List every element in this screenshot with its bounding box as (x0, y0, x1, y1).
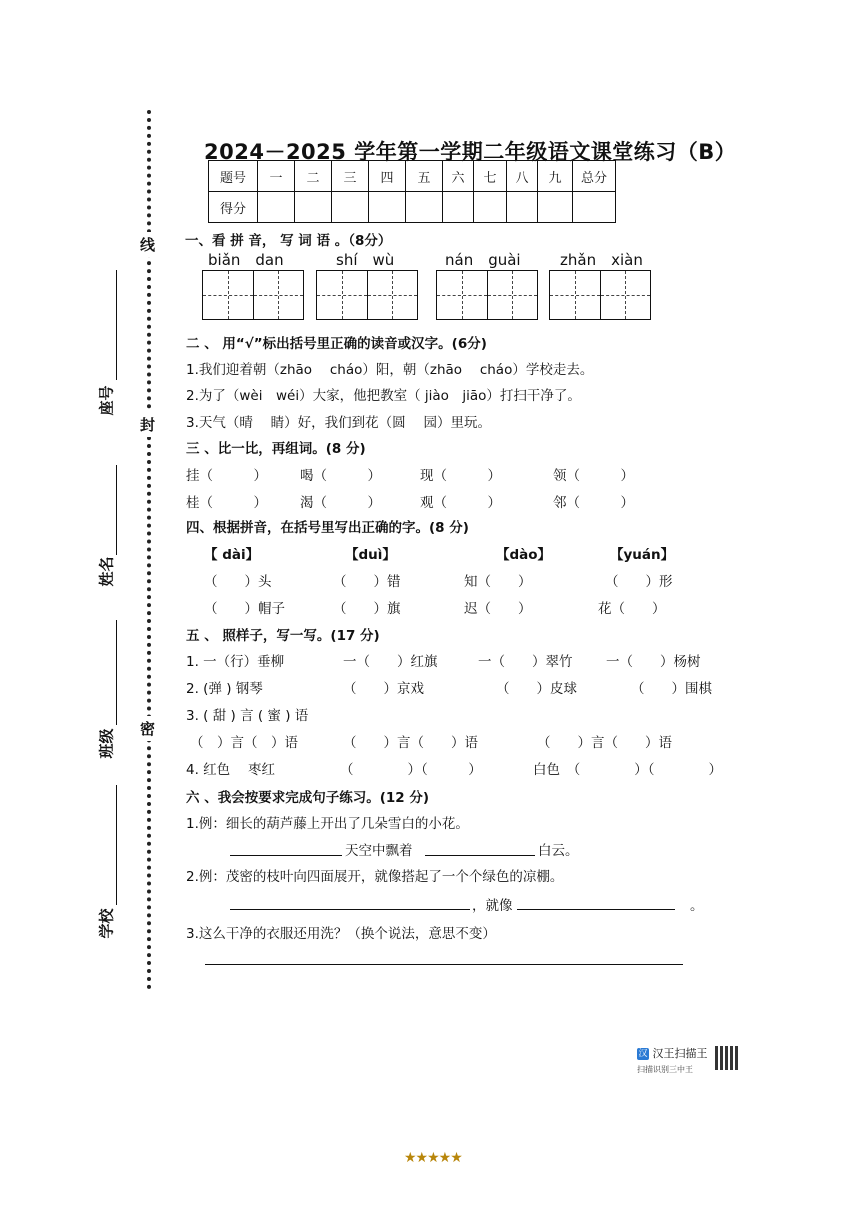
score-cell[interactable] (332, 192, 369, 223)
answer-line[interactable] (230, 855, 342, 856)
verb-item: （ ）京戏 (343, 681, 424, 697)
idiom-item: （ ）言（ ）语 (190, 735, 298, 751)
score-cell[interactable] (406, 192, 443, 223)
score-table (208, 160, 616, 223)
verb-item: （ ）皮球 (496, 681, 577, 697)
fill-item: 迟（ ） (464, 601, 532, 617)
section6-heading: 六 、我会按要求完成句子练习。(12 分) (186, 790, 430, 806)
score-header-cell: 七 (474, 161, 507, 192)
scanner-logo-icon: 汉 (638, 1049, 648, 1059)
idiom-item: （ ）言（ ）语 (537, 735, 672, 751)
score-header-cell: 九 (538, 161, 573, 192)
fill-item: （ ）错 (333, 574, 401, 590)
score-value-row (209, 192, 616, 223)
qr-code-icon (715, 1046, 739, 1070)
school-label: 学校 (97, 908, 116, 939)
answer-line[interactable] (205, 964, 683, 965)
compare-item: 喝（ ） (300, 468, 381, 484)
score-header-cell: 八 (507, 161, 538, 192)
fill-item: （ ）头 (204, 574, 272, 590)
score-header-cell: 二 (295, 161, 332, 192)
compare-item: 现（ ） (420, 468, 501, 484)
binding-char-feng: 封 (140, 412, 155, 437)
pinyin-group: 【dào】 (496, 547, 552, 563)
score-header-cell: 五 (406, 161, 443, 192)
fill-item: 花（ ） (598, 601, 666, 617)
pinyin-2: shí wù (336, 251, 395, 269)
section2-line-2: 2.为了（wèi wéi）大家，他把教室（ jiào jiāo）打扫干净了。 (186, 388, 581, 404)
page-title: 2024－2025 学年第一学期二年级语文课堂练习（B） (204, 140, 737, 164)
seat-number-label: 座号 (97, 385, 116, 416)
pinyin-group: 【 dài】 (204, 547, 260, 563)
binding-char-mi: 密 (140, 716, 155, 741)
pinyin-3: nán guài (445, 251, 521, 269)
fill-item: （ ）形 (605, 574, 673, 590)
sentence-example-2: 2.例：茂密的枝叶向四面展开，就像搭起了一个个绿色的凉棚。 (186, 869, 564, 885)
scanner-logo-text: 汉王扫描王 (652, 1047, 708, 1060)
section5-heading: 五 、 照样子，写一写。(17 分) (186, 628, 380, 644)
writing-grid[interactable] (316, 270, 418, 320)
section2-heading: 二 、 用“√”标出括号里正确的读音或汉字。(6分) (186, 336, 487, 352)
name-label: 姓名 (97, 556, 116, 587)
score-header-cell: 题号 (209, 161, 258, 192)
answer-line[interactable] (425, 855, 535, 856)
score-header-cell: 六 (443, 161, 474, 192)
sentence-task-3: 3.这么干净的衣服还用洗？（换个说法，意思不变） (186, 926, 496, 942)
compare-item: 邻（ ） (553, 495, 634, 511)
score-row-label: 得分 (209, 192, 258, 223)
pinyin-group: 【yuán】 (610, 547, 675, 563)
measure-item: 1. 一（行）垂柳 (186, 654, 285, 670)
score-cell[interactable] (474, 192, 507, 223)
fill-item: （ ）旗 (333, 601, 401, 617)
class-line[interactable] (116, 620, 117, 725)
verb-item: 2. (弹 ) 钢琴 (186, 681, 263, 697)
score-header-cell: 一 (258, 161, 295, 192)
name-line[interactable] (116, 465, 117, 555)
compare-item: 领（ ） (553, 468, 634, 484)
compare-item: 观（ ） (420, 495, 501, 511)
compare-item: 桂（ ） (186, 495, 267, 511)
writing-grid[interactable] (202, 270, 304, 320)
binding-char-xian: 线 (140, 232, 155, 257)
sentence-end-1: 白云。 (538, 843, 579, 859)
score-cell[interactable] (538, 192, 573, 223)
sentence-example-1: 1.例：细长的葫芦藤上开出了几朵雪白的小花。 (186, 816, 469, 832)
score-cell[interactable] (295, 192, 332, 223)
pinyin-4: zhǎn xiàn (560, 251, 643, 269)
idiom-item: （ ）言（ ）语 (343, 735, 478, 751)
score-header-row (209, 161, 616, 192)
answer-line[interactable] (230, 909, 470, 910)
writing-grid[interactable] (549, 270, 651, 320)
section3-heading: 三 、比一比，再组词。(8 分) (186, 441, 366, 457)
scanner-logo (637, 1045, 708, 1075)
score-header-cell: 四 (369, 161, 406, 192)
section2-line-3: 3.天气（晴 睛）好，我们到花（圆 园）里玩。 (186, 415, 491, 431)
score-cell[interactable] (573, 192, 616, 223)
sentence-prompt-2: ，就像 (472, 898, 513, 914)
compare-item: 渴（ ） (300, 495, 381, 511)
pinyin-group: 【duì】 (345, 547, 396, 563)
section4-heading: 四、根据拼音，在括号里写出正确的字。(8 分) (186, 520, 469, 536)
color-example: 4. 红色 枣红 (186, 762, 275, 778)
verb-item: （ ）围棋 (631, 681, 712, 697)
scanner-logo-subtext: 扫描识别三中王 (637, 1065, 693, 1074)
measure-item: 一（ ）杨树 (606, 654, 701, 670)
idiom-example: 3. ( 甜 ) 言 ( 蜜 ) 语 (186, 708, 309, 724)
answer-line[interactable] (517, 909, 675, 910)
rating-stars: ★★★★★ (404, 1150, 462, 1166)
score-cell[interactable] (507, 192, 538, 223)
section2-line-1: 1.我们迎着朝（zhāo cháo）阳，朝（zhāo cháo）学校走去。 (186, 362, 594, 378)
score-header-cell: 三 (332, 161, 369, 192)
writing-grid[interactable] (436, 270, 538, 320)
seat-number-line[interactable] (116, 270, 117, 380)
measure-item: 一（ ）红旗 (343, 654, 438, 670)
fill-item: （ ）帽子 (204, 601, 285, 617)
section1-heading: 一、看 拼 音， 写 词 语 。（8分） (185, 233, 392, 249)
sentence-prompt-1: 天空中飘着 (345, 843, 413, 859)
fill-item: 知（ ） (464, 574, 532, 590)
measure-item: 一（ ）翠竹 (478, 654, 573, 670)
color-item: （ ）（ ） (340, 762, 482, 778)
pinyin-1: biǎn dan (208, 251, 284, 269)
compare-item: 挂（ ） (186, 468, 267, 484)
score-cell[interactable] (258, 192, 295, 223)
class-label: 班级 (97, 728, 116, 759)
school-line[interactable] (116, 785, 117, 905)
color-item: 白色 （ ）（ ） (533, 762, 722, 778)
score-cell[interactable] (443, 192, 474, 223)
score-header-cell: 总分 (573, 161, 616, 192)
sentence-end-2: 。 (690, 898, 704, 914)
score-cell[interactable] (369, 192, 406, 223)
